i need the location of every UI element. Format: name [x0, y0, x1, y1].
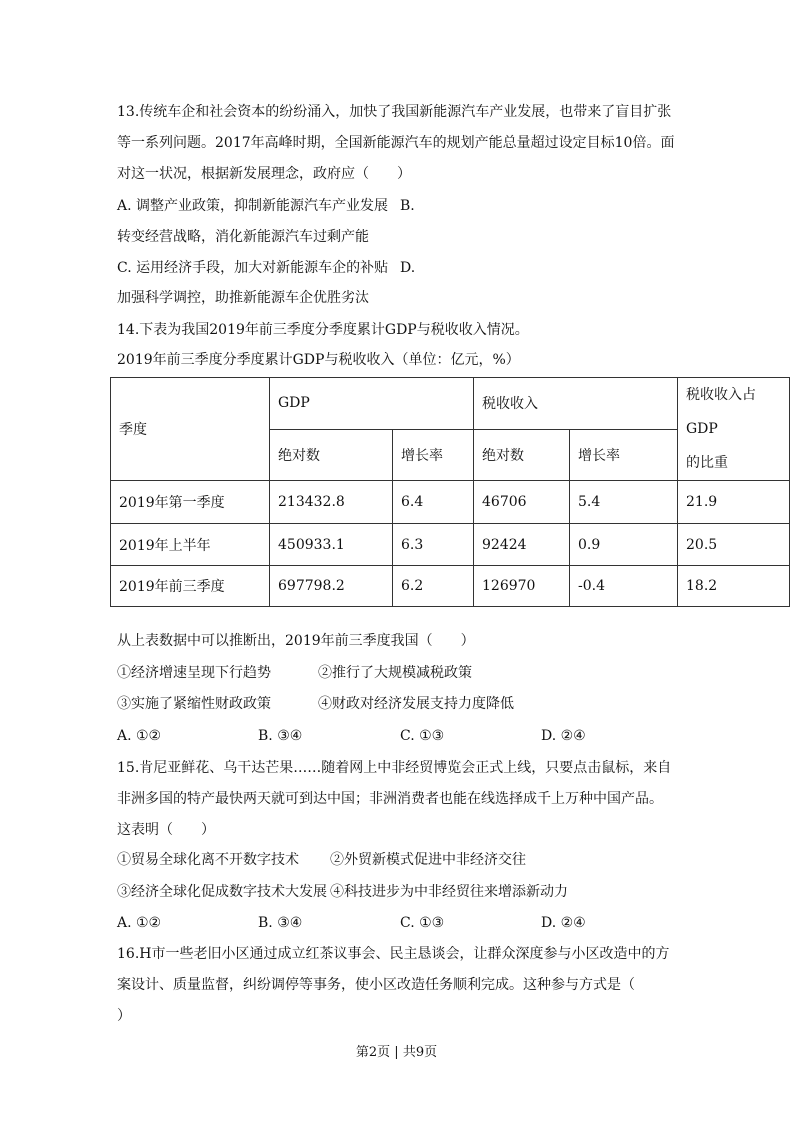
q13-option-d: 加强科学调控，助推新能源车企优胜劣汰 [117, 290, 369, 306]
q14-choice-b: B. ③④ [258, 728, 303, 744]
cell: 20.5 [678, 524, 790, 566]
header-ratio [678, 378, 790, 481]
q14-intro: 14.下表为我国2019年前三季度分季度累计GDP与税收收入情况。 [117, 322, 529, 338]
header-tax-growth: 增长率 [570, 429, 678, 481]
q15-line: 这表明（ ） [117, 822, 215, 838]
header-ratio-line2: 的比重 [686, 455, 728, 471]
q14-item: ③实施了紧缩性财政政策 [117, 696, 271, 712]
cell: 46706 [474, 481, 570, 524]
cell: 92424 [474, 524, 570, 566]
q13-line: 13.传统车企和社会资本的纷纷涌入，加快了我国新能源汽车产业发展，也带来了盲目扩张 [117, 104, 672, 120]
cell: 6.3 [393, 524, 474, 566]
header-gdp-growth: 增长率 [393, 429, 474, 481]
cell: 0.9 [570, 524, 678, 566]
q16-line: ） [117, 1008, 131, 1024]
page-footer: 第2页 | 共9页 [355, 1045, 438, 1060]
q14-item: ②推行了大规模减税政策 [318, 665, 472, 681]
q15-choice-a: A. ①② [117, 915, 162, 931]
q13-line: 对这一状况，根据新发展理念，政府应（ ） [117, 166, 411, 182]
gdp-tax-table [110, 377, 790, 607]
q15-choice-c: C. ①③ [400, 915, 445, 931]
q13-option-d-label: D. [400, 260, 416, 276]
q13-option-a: A. 调整产业政策，抑制新能源汽车产业发展 [117, 198, 389, 214]
q14-choice-a: A. ①② [117, 728, 162, 744]
cell: 6.4 [393, 481, 474, 524]
q15-choice-b: B. ③④ [258, 915, 303, 931]
cell: 2019年前三季度 [111, 566, 270, 607]
cell: 21.9 [678, 481, 790, 524]
header-ratio-line1: 税收收入占GDP [686, 387, 756, 437]
q15-line: 非洲多国的特产最快两天就可到达中国；非洲消费者也能在线选择成千上万种中国产品。 [117, 791, 663, 807]
cell: -0.4 [570, 566, 678, 607]
cell: 2019年上半年 [111, 524, 270, 566]
cell: 213432.8 [270, 481, 393, 524]
header-tax-abs: 绝对数 [474, 429, 570, 481]
q14-choice-d: D. ②④ [541, 728, 586, 744]
q14-question: 从上表数据中可以推断出，2019年前三季度我国（ ） [117, 633, 475, 649]
cell: 126970 [474, 566, 570, 607]
q13-option-b-label: B. [400, 198, 415, 214]
cell: 5.4 [570, 481, 678, 524]
table-row [111, 566, 790, 607]
q15-item: ④科技进步为中非经贸往来增添新动力 [330, 884, 568, 900]
table-row [111, 524, 790, 566]
cell: 18.2 [678, 566, 790, 607]
q13-option-b: 转变经营战略，消化新能源汽车过剩产能 [117, 229, 369, 245]
q15-item: ③经济全球化促成数字技术大发展 [117, 884, 327, 900]
q14-item: ④财政对经济发展支持力度降低 [318, 696, 514, 712]
q14-item: ①经济增速呈现下行趋势 [117, 665, 271, 681]
table-caption: 2019年前三季度分季度累计GDP与税收收入（单位：亿元，%） [117, 352, 520, 368]
q13-line: 等一系列问题。2017年高峰时期，全国新能源汽车的规划产能总量超过设定目标10倍。面 [117, 135, 675, 151]
q15-choice-d: D. ②④ [541, 915, 586, 931]
cell: 6.2 [393, 566, 474, 607]
q14-choice-c: C. ①③ [400, 728, 445, 744]
header-quarter: 季度 [111, 378, 270, 481]
table-row [111, 481, 790, 524]
cell: 697798.2 [270, 566, 393, 607]
cell: 450933.1 [270, 524, 393, 566]
header-gdp-abs: 绝对数 [270, 429, 393, 481]
q15-item: ②外贸新模式促进中非经济交往 [330, 852, 526, 868]
q16-line: 16.H市一些老旧小区通过成立红茶议事会、民主恳谈会，让群众深度参与小区改造中的方 [117, 946, 670, 962]
header-tax: 税收收入 [474, 378, 678, 430]
header-gdp: GDP [270, 378, 474, 430]
cell: 2019年第一季度 [111, 481, 270, 524]
q16-line: 案设计、质量监督，纠纷调停等事务，使小区改造任务顺利完成。这种参与方式是（ [117, 977, 635, 993]
q15-item: ①贸易全球化离不开数字技术 [117, 852, 299, 868]
q15-line: 15.肯尼亚鲜花、乌干达芒果……随着网上中非经贸博览会正式上线，只要点击鼠标，来自 [117, 760, 672, 776]
q13-option-c: C. 运用经济手段，加大对新能源车企的补贴 [117, 260, 389, 276]
